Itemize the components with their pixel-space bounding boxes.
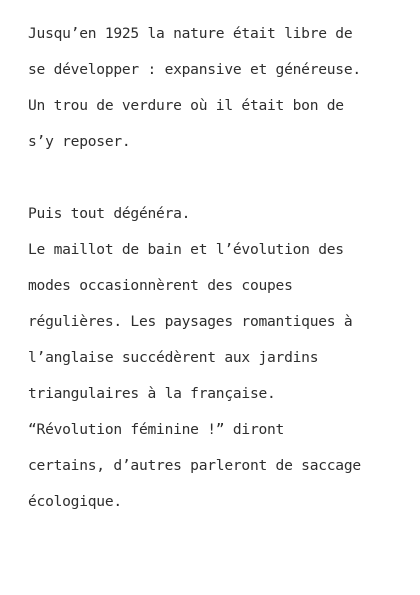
text-line: certains, d’autres parleront de saccage [28,457,361,474]
document-page [28,20,398,524]
text-line: régulières. Les paysages romantiques à [28,313,353,330]
text-line: s’y reposer. [28,133,131,150]
text-line: “Révolution féminine !” diront [28,421,285,438]
text-line: Puis tout dégénéra. [28,205,191,222]
text-line: l’anglaise succédèrent aux jardins [28,349,319,366]
paragraph-spacer [28,164,398,200]
text-line: modes occasionnèrent des coupes [28,277,293,294]
paragraph-2 [28,200,398,524]
text-line: Le maillot de bain et l’évolution des [28,241,344,258]
paragraph-1 [28,20,398,164]
text-line: Jusqu’en 1925 la nature était libre de [28,25,353,42]
text-line: se développer : expansive et généreuse. [28,61,361,78]
text-line: triangulaires à la française. [28,385,276,402]
text-line: écologique. [28,493,122,510]
text-line: Un trou de verdure où il était bon de [28,97,344,114]
